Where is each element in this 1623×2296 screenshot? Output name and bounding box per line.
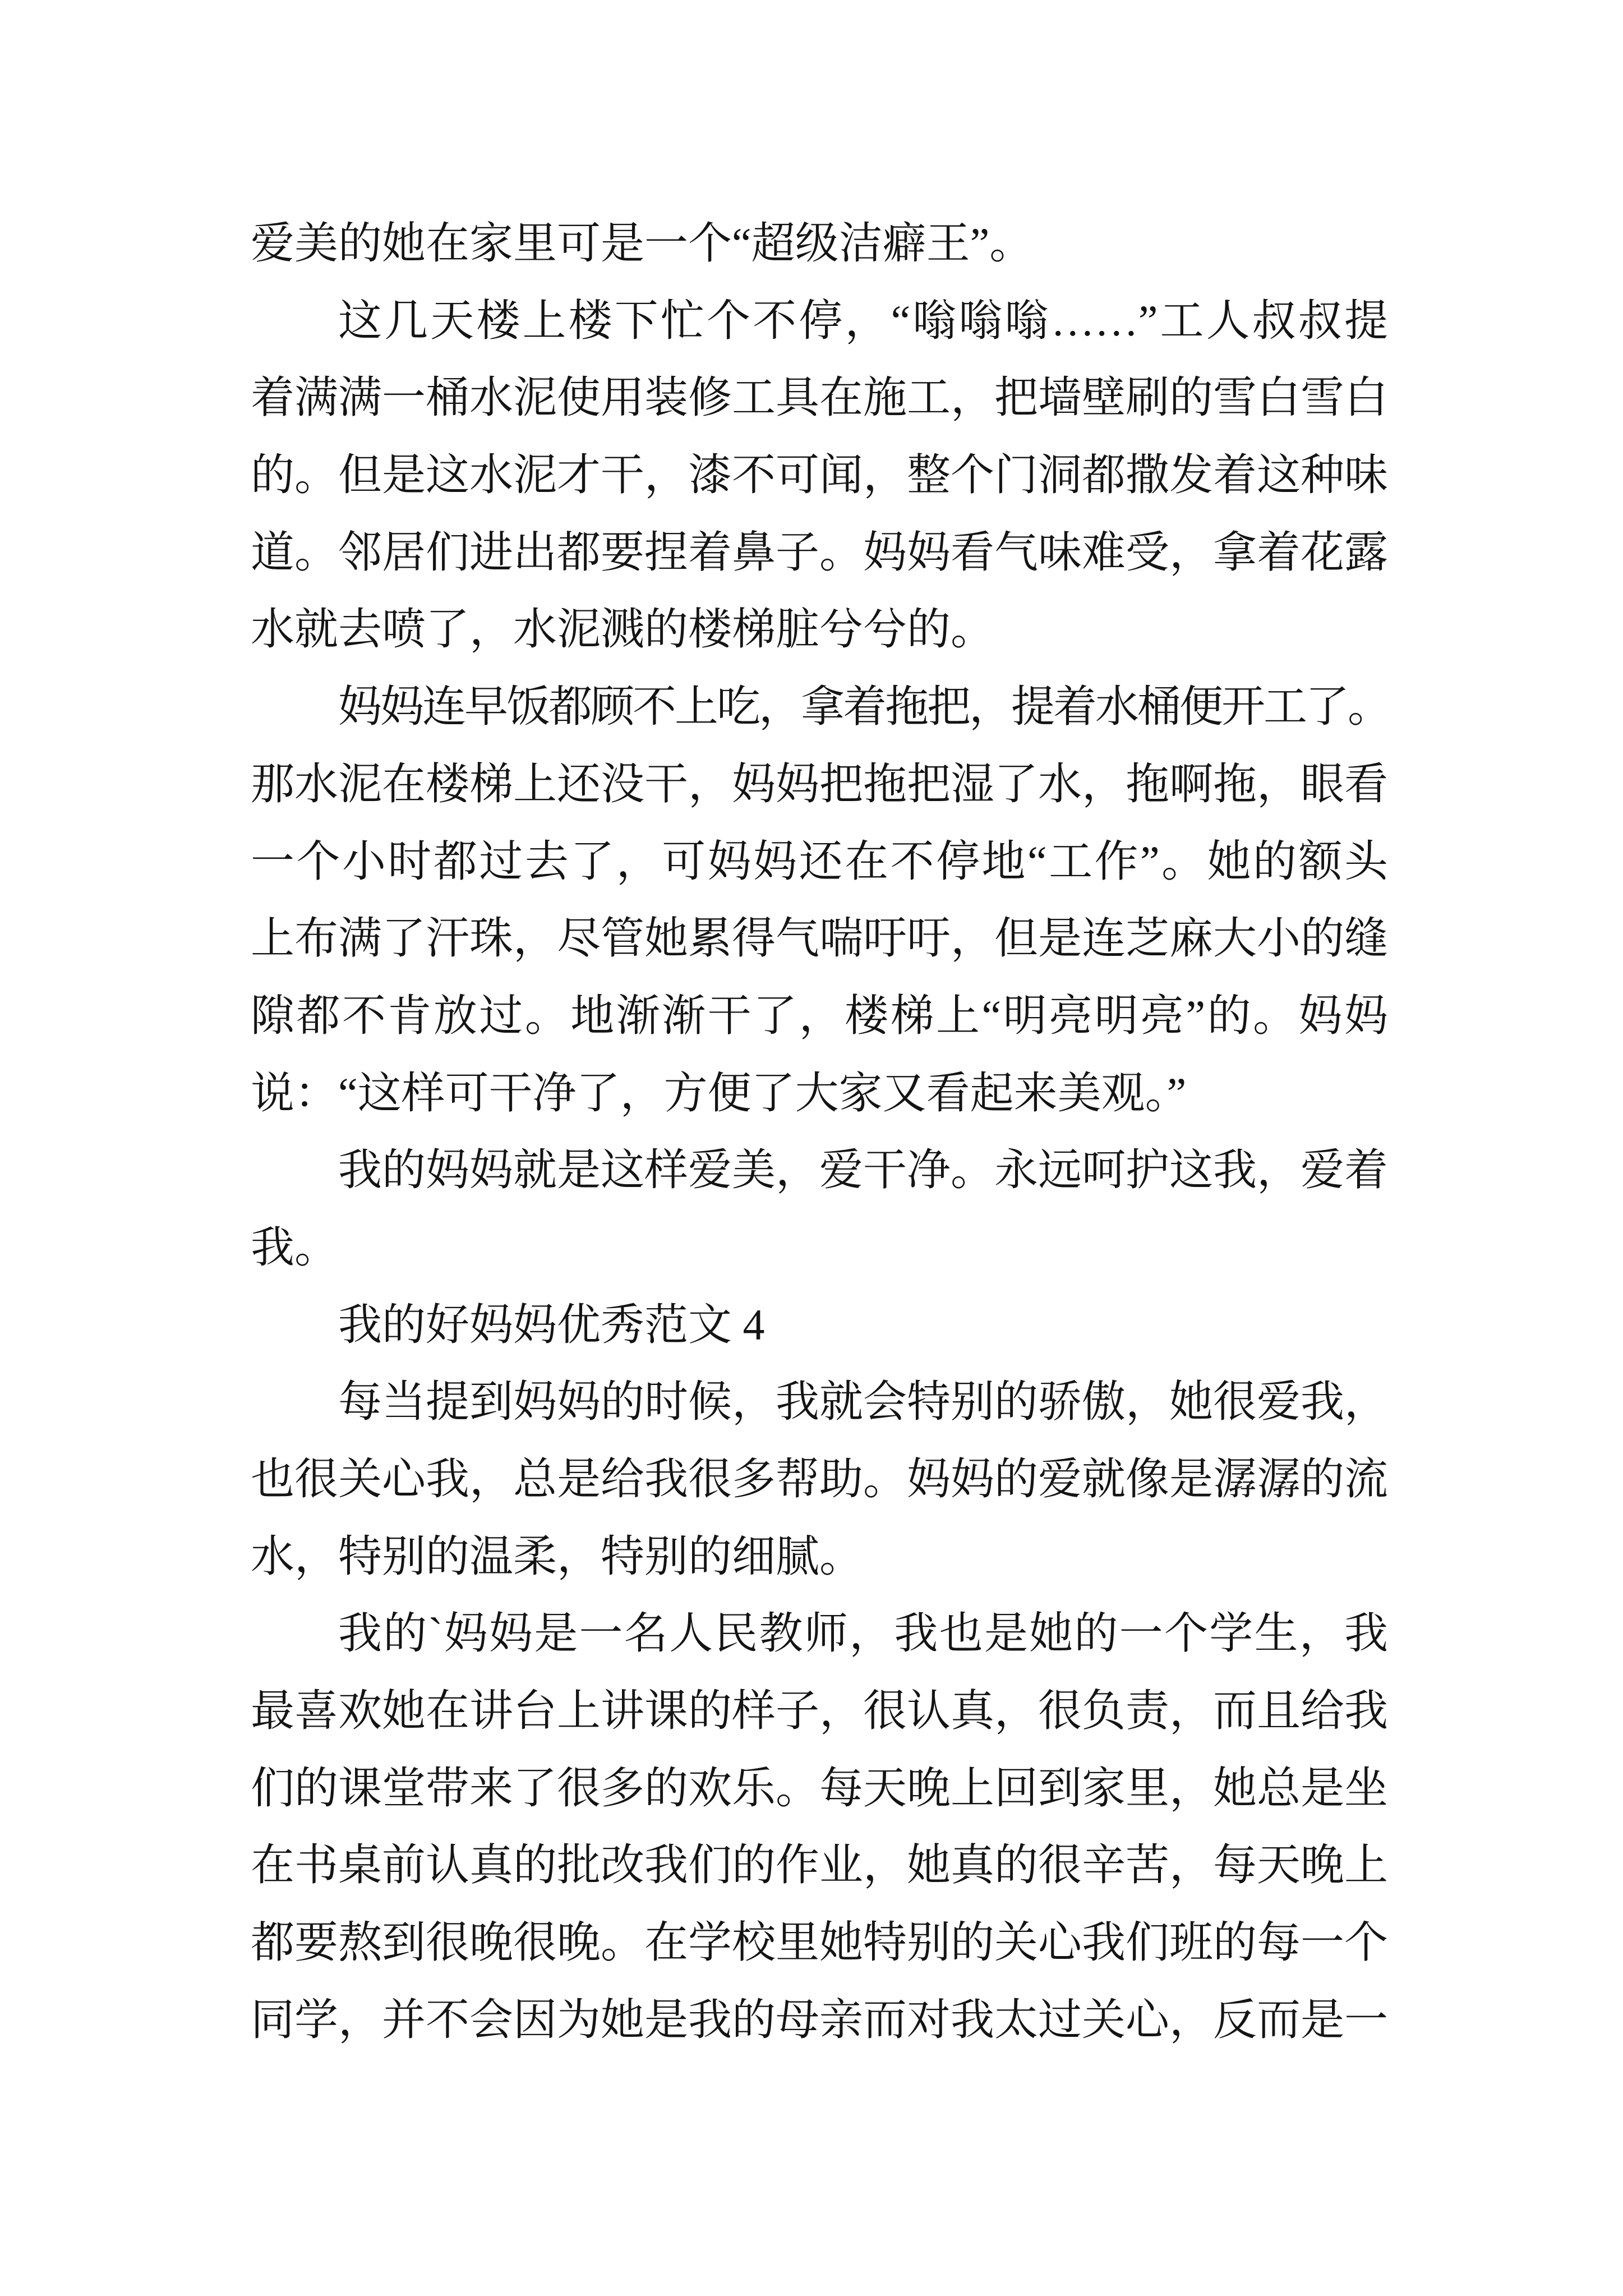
text-line: 在书桌前认真的批改我们的作业，她真的很辛苦，每天晚上 [251, 1841, 1389, 1890]
text-line: 水，特别的温柔，特别的细腻。 [251, 1531, 864, 1581]
text-line: 水就去喷了，水泥溅的楼梯脏兮兮的。 [251, 605, 995, 654]
text-line: 说：“这样可干净了，方便了大家又看起来美观。” [251, 1068, 1187, 1117]
text-line: 都要熬到很晚很晚。在学校里她特别的关心我们班的每一个 [251, 1918, 1389, 1967]
text-line: 也很关心我，总是给我很多帮助。妈妈的爱就像是潺潺的流 [251, 1455, 1389, 1503]
text-line: 隙都不肯放过。地渐渐干了，楼梯上“明亮明亮”的。妈妈 [251, 991, 1388, 1040]
text-line: 最喜欢她在讲台上讲课的样子，很认真，很负责，而且给我 [251, 1686, 1389, 1736]
text-line: 们的课堂带来了很多的欢乐。每天晚上回到家里，她总是坐 [251, 1763, 1389, 1812]
text-line: 我的`妈妈是一名人民教师，我也是她的一个学生，我 [338, 1609, 1388, 1658]
text-line: 这几天楼上楼下忙个不停，“嗡嗡嗡……”工人叔叔提 [338, 296, 1388, 345]
section-heading: 我的好妈妈优秀范文 4 [338, 1300, 765, 1349]
text-line: 着满满一桶水泥使用装修工具在施工，把墙壁刷的雪白雪白 [251, 373, 1389, 422]
text-line: 爱美的她在家里可是一个“超级洁癖王”。 [251, 219, 1034, 268]
document-body [251, 205, 1388, 2059]
text-line: 妈妈连早饭都顾不上吃，拿着拖把，提着水桶便开工了。 [338, 682, 1390, 731]
text-line: 上布满了汗珠，尽管她累得气喘吁吁，但是连芝麻大小的缝 [251, 914, 1389, 963]
text-line: 每当提到妈妈的时候，我就会特别的骄傲，她很爱我， [338, 1377, 1389, 1427]
text-line: 同学，并不会因为她是我的母亲而对我太过关心，反而是一 [251, 1995, 1389, 2044]
text-line: 我。 [251, 1222, 339, 1272]
text-line: 道。邻居们进出都要捏着鼻子。妈妈看气味难受，拿着花露 [251, 527, 1389, 577]
text-line: 我的妈妈就是这样爱美，爱干净。永远呵护这我，爱着 [338, 1145, 1389, 1195]
text-line: 一个小时都过去了，可妈妈还在不停地“工作”。她的额头 [251, 836, 1388, 886]
text-line: 那水泥在楼梯上还没干，妈妈把拖把湿了水，拖啊拖，眼看 [251, 759, 1389, 808]
text-line: 的。但是这水泥才干，漆不可闻，整个门洞都撒发着这种味 [251, 450, 1389, 500]
